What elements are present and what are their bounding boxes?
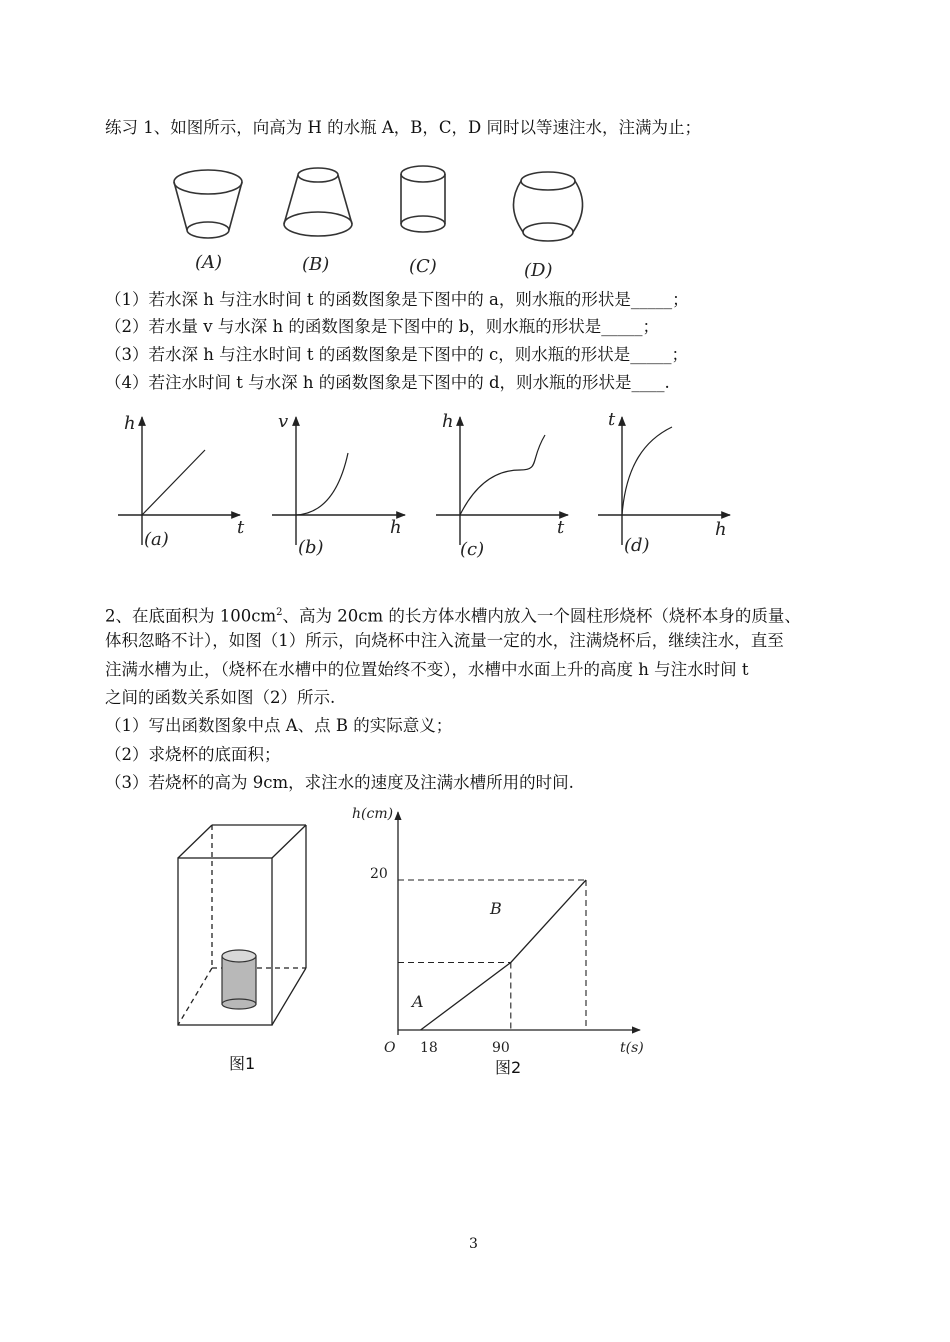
- h-t-graph-xtick-18: 18: [420, 1040, 438, 1056]
- h-t-graph-point-a: A: [412, 992, 424, 1011]
- h-t-series-line: [421, 880, 586, 1030]
- graph-a-ylabel: h: [124, 413, 136, 434]
- h-t-graph: [340, 800, 670, 1060]
- graph-b: [272, 417, 405, 545]
- bottles-figure: [160, 160, 600, 285]
- graph-c-xlabel: t: [557, 517, 565, 538]
- bottle-b: [284, 168, 352, 236]
- h-t-graph-ylabel: h(cm): [352, 806, 394, 822]
- graph-c-caption: (c): [460, 539, 485, 560]
- h-t-graph-xtick-90: 90: [492, 1040, 510, 1056]
- bottle-c-label: (C): [409, 256, 437, 277]
- graph-b-ylabel: v: [278, 411, 289, 432]
- h-t-graph-point-b: B: [490, 899, 502, 918]
- exercise2-line3: 注满水槽为止，（烧杯在水槽中的位置始终不变），水槽中水面上升的高度 h 与注水时间 t: [105, 660, 749, 679]
- tank-figure: [170, 820, 320, 1080]
- bottle-a: [174, 170, 242, 238]
- exercise2-line1: [105, 603, 801, 627]
- exercise2-line4: 之间的函数关系如图（2）所示.: [105, 688, 336, 707]
- graph-d-caption: (d): [624, 535, 650, 556]
- graphs-figure: [100, 405, 740, 565]
- graph-a: [118, 417, 240, 545]
- exercise2-line1-sup: 2: [276, 607, 283, 618]
- figure1-caption: 图1: [229, 1054, 256, 1073]
- graph-c: [436, 417, 568, 545]
- graph-b-xlabel: h: [390, 517, 402, 538]
- graph-b-caption: (b): [298, 537, 324, 558]
- beaker: [222, 950, 256, 1009]
- exercise1-q3: （3）若水深 h 与注水时间 t 的函数图象是下图中的 c，则水瓶的形状是_____；: [105, 345, 688, 364]
- graph-d-ylabel: t: [608, 409, 616, 430]
- exercise2-line1-part-a: 2、在底面积为 100cm: [105, 606, 277, 626]
- exercise1-q2: （2）若水量 v 与水深 h 的函数图象是下图中的 b，则水瓶的形状是_____；: [105, 317, 659, 336]
- page-number: 3: [469, 1236, 478, 1252]
- bottle-a-label: (A): [195, 252, 223, 273]
- exercise2-q3: （3）若烧杯的高为 9cm，求注水的速度及注满水槽所用的时间.: [105, 773, 574, 792]
- h-t-graph-origin: O: [384, 1040, 396, 1056]
- h-t-graph-ytick-20: 20: [370, 866, 388, 882]
- h-t-graph-xlabel: t(s): [620, 1040, 644, 1056]
- exercise1-q1: （1）若水深 h 与注水时间 t 的函数图象是下图中的 a，则水瓶的形状是_____；: [105, 290, 689, 309]
- exercise2-q2: （2）求烧杯的底面积；: [105, 745, 281, 764]
- graph-d: [598, 417, 730, 545]
- exercise1-intro: 练习 1、如图所示，向高为 H 的水瓶 A，B，C，D 同时以等速注水，注满为止；: [105, 118, 702, 137]
- exercise2-line2: 体积忽略不计），如图（1）所示，向烧杯中注入流量一定的水，注满烧杯后，继续注水，直至: [105, 631, 784, 650]
- graph-a-xlabel: t: [237, 517, 245, 538]
- graph-c-ylabel: h: [442, 411, 454, 432]
- bottle-b-label: (B): [302, 254, 330, 275]
- figure2-caption: 图2: [495, 1058, 522, 1077]
- graph-d-xlabel: h: [715, 519, 727, 540]
- bottle-d: [513, 172, 582, 241]
- exercise1-q4: （4）若注水时间 t 与水深 h 的函数图象是下图中的 d，则水瓶的形状是____.: [105, 373, 670, 392]
- graph-a-caption: (a): [144, 529, 169, 550]
- bottle-d-label: (D): [524, 260, 553, 281]
- bottle-c: [401, 166, 445, 232]
- exercise2-line1-part-b: 、高为 20cm 的长方体水槽内放入一个圆柱形烧杯（烧杯本身的质量、: [282, 606, 801, 626]
- exercise2-q1: （1）写出函数图象中点 A、点 B 的实际意义；: [105, 716, 453, 735]
